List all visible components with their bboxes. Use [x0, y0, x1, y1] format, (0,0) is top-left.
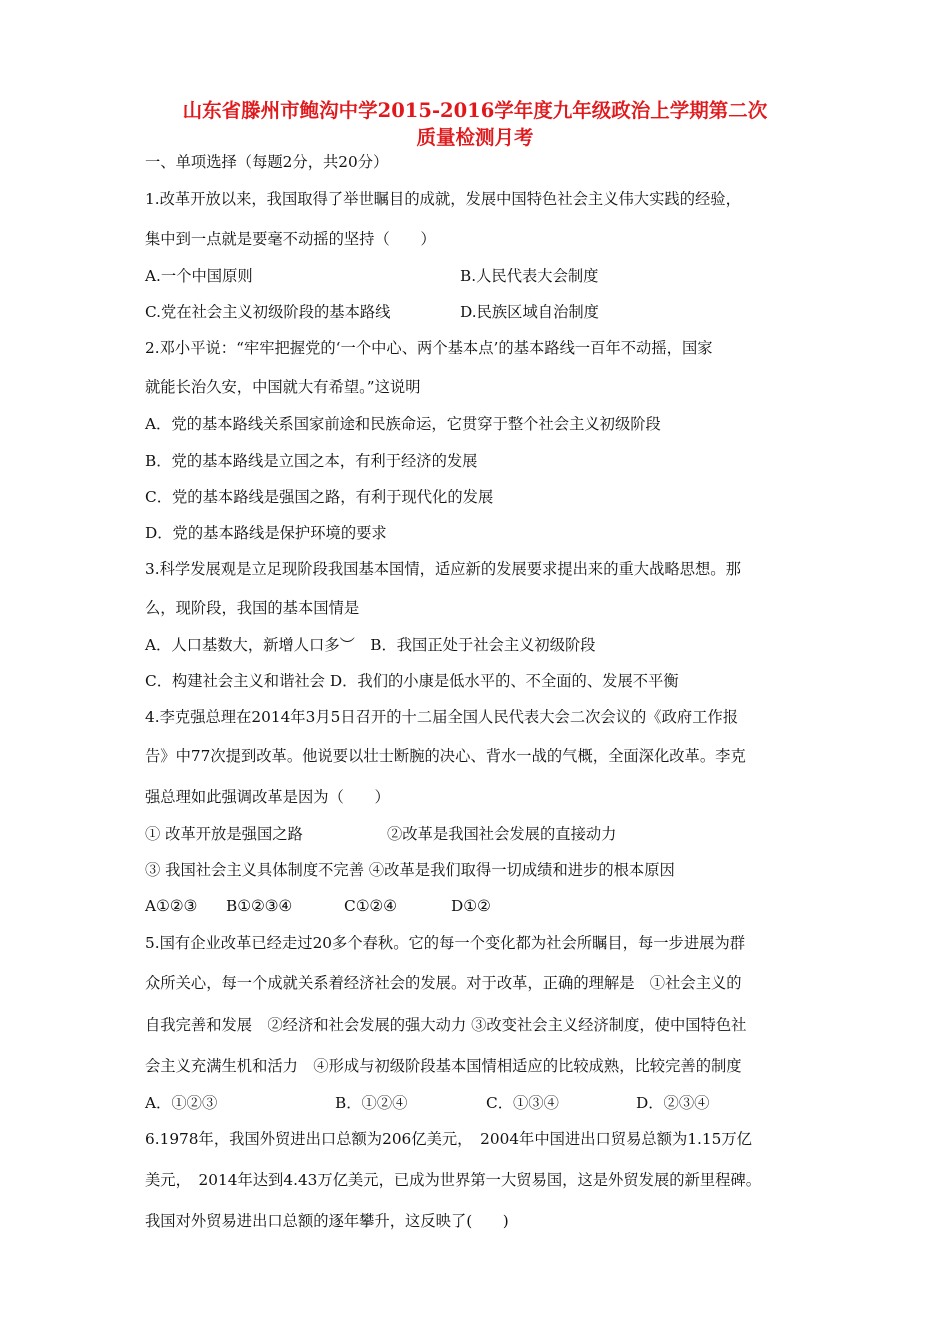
q4-option-d: D①②	[451, 897, 491, 915]
q4-statement-1: ① 改革开放是强国之路	[145, 825, 303, 843]
q4-stem-line-1: 4.李克强总理在2014年3月5日召开的十二届全国人民代表大会二次会议的《政府工作报	[145, 708, 739, 726]
q4-option-b: B①②③④	[226, 897, 293, 915]
document-title-line-1: 山东省滕州市鲍沟中学2015-2016学年度九年级政治上学期第二次	[182, 99, 768, 122]
q5-option-d: D．②③④	[636, 1094, 710, 1112]
q4-statements-3-4: ③ 我国社会主义具体制度不完善 ④改革是我们取得一切成绩和进步的根本原因	[145, 861, 675, 879]
q3-stem-line-2: 么，现阶段，我国的基本国情是	[145, 599, 360, 617]
q4-statement-2: ②改革是我国社会发展的直接动力	[387, 825, 617, 843]
q4-stem-line-2: 告》中77次提到改革。他说要以壮士断腕的决心、背水一战的气概，全面深化改革。李克	[145, 747, 746, 765]
q1-option-c: C.党在社会主义初级阶段的基本路线	[145, 303, 391, 321]
q2-option-a: A．党的基本路线关系国家前途和民族命运，它贯穿于整个社会主义初级阶段	[145, 415, 661, 433]
q6-stem-line-2: 美元， 2014年达到4.43万亿美元，已成为世界第一大贸易国，这是外贸发展的新里程碑。	[145, 1171, 762, 1189]
q5-stem-line-1: 5.国有企业改革已经走过20多个春秋。它的每一个变化都为社会所瞩目，每一步进展为群	[145, 934, 746, 952]
q5-stem-line-2: 众所关心，每一个成就关系着经济社会的发展。对于改革，正确的理解是 ①社会主义的	[145, 974, 742, 992]
q4-option-a: A①②③	[145, 897, 198, 915]
q5-stem-line-4: 会主义充满生机和活力 ④形成与初级阶段基本国情相适应的比较成熟，比较完善的制度	[145, 1057, 742, 1075]
q6-stem-line-3: 我国对外贸易进出口总额的逐年攀升，这反映了( )	[145, 1212, 509, 1230]
q2-option-c: C．党的基本路线是强国之路，有利于现代化的发展	[145, 488, 494, 506]
q1-option-d: D.民族区域自治制度	[460, 303, 599, 321]
q4-stem-line-3: 强总理如此强调改革是因为（ ）	[145, 788, 390, 806]
q1-option-b: B.人民代表大会制度	[460, 267, 599, 285]
q6-stem-line-1: 6.1978年，我国外贸进出口总额为206亿美元， 2004年中国进出口贸易总额为1.15万亿	[145, 1130, 752, 1148]
document-title-line-2: 质量检测月考	[416, 126, 534, 149]
q3-stem-line-1: 3.科学发展观是立足现阶段我国基本国情，适应新的发展要求提出来的重大战略思想。那	[145, 560, 741, 578]
section-heading: 一、单项选择（每题2分，共20分）	[145, 153, 389, 171]
q2-stem-line-1: 2.邓小平说：“牢牢把握党的‘一个中心、两个基本点’的基本路线一百年不动摇，国家	[145, 339, 713, 357]
q2-option-d: D．党的基本路线是保护环境的要求	[145, 524, 387, 542]
q2-stem-line-2: 就能长治久安，中国就大有希望。”这说明	[145, 378, 421, 396]
q1-option-a: A.一个中国原则	[145, 267, 253, 285]
q5-option-a: A．①②③	[145, 1094, 218, 1112]
q2-option-b: B．党的基本路线是立国之本，有利于经济的发展	[145, 452, 478, 470]
q1-stem-line-2: 集中到一点就是要毫不动摇的坚持（ ）	[145, 230, 436, 248]
q5-option-c: C．①③④	[486, 1094, 559, 1112]
q4-option-c: C①②④	[344, 897, 397, 915]
q5-option-b: B．①②④	[335, 1094, 408, 1112]
q1-stem-line-1: 1.改革开放以来，我国取得了举世瞩目的成就，发展中国特色社会主义伟大实践的经验，	[145, 190, 741, 208]
q3-options-a-b: A．人口基数大，新增人口多︶ B．我国正处于社会主义初级阶段	[145, 636, 596, 654]
q3-options-c-d: C．构建社会主义和谐社会 D．我们的小康是低水平的、不全面的、发展不平衡	[145, 672, 679, 690]
q5-stem-line-3: 自我完善和发展 ②经济和社会发展的强大动力 ③改变社会主义经济制度，使中国特色社	[145, 1016, 747, 1034]
